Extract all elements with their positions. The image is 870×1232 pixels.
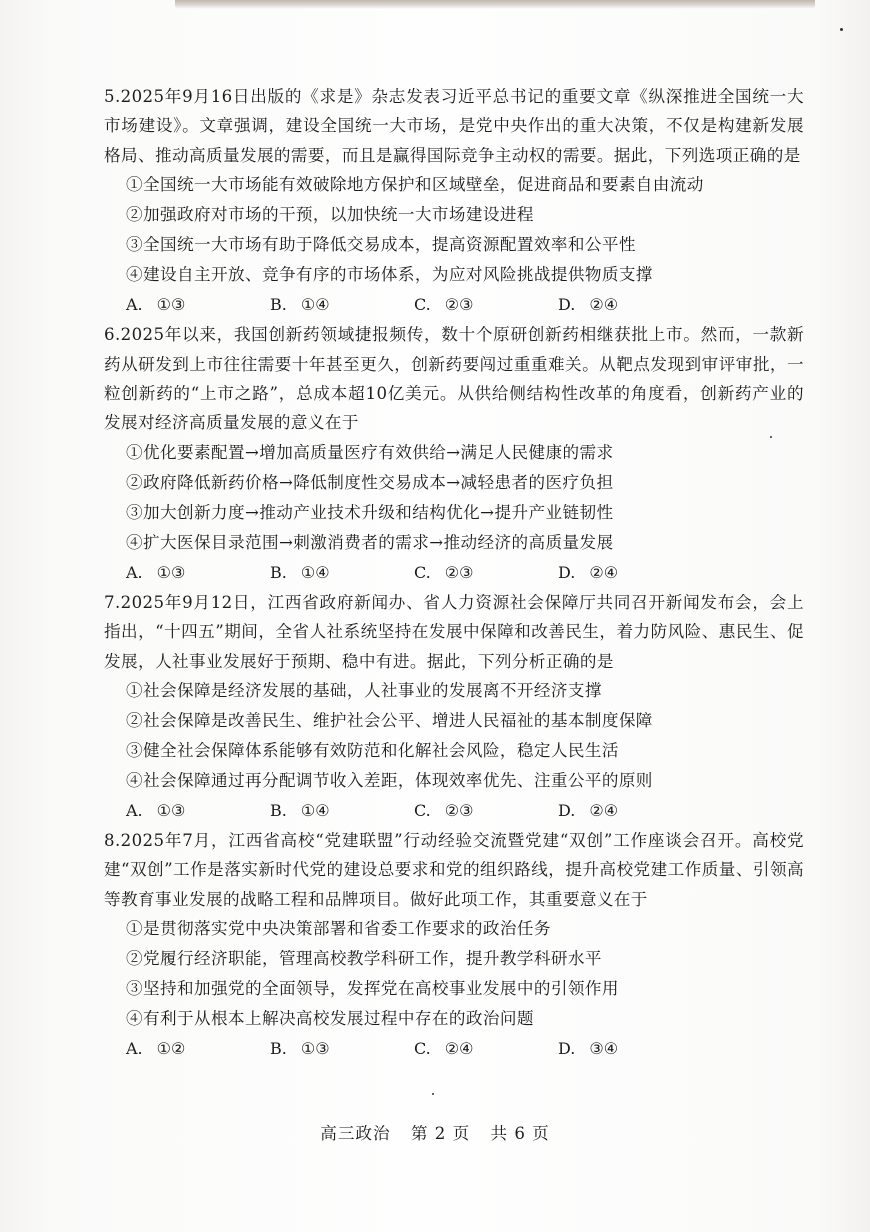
statement-4: ④建设自主开放、竞争有序的市场体系，为应对风险挑战提供物质支撑 [126,265,653,285]
statement-3: ③坚持和加强党的全面领导，发挥党在高校事业发展中的引领作用 [126,979,619,999]
paper-top-edge [175,0,815,9]
choice-d: D. ②④ [558,801,619,821]
statement-2: ②政府降低新药价格→降低制度性交易成本→减轻患者的医疗负担 [126,472,614,492]
choice-d: D. ②④ [558,562,619,582]
answer-choices [104,290,804,320]
statement-2: ②加强政府对市场的干预，以加快统一大市场建设进程 [126,205,534,225]
answer-choices [104,1034,804,1064]
statement-1: ①优化要素配置→增加高质量医疗有效供给→满足人民健康的需求 [126,442,614,462]
choice-b: B. ①③ [270,1039,330,1059]
choice-a: A. ①③ [126,801,186,821]
answer-choices [104,796,804,826]
choice-d: D. ②④ [558,295,619,315]
statement-4: ④有利于从根本上解决高校发展过程中存在的政治问题 [126,1009,534,1029]
statement-4: ④社会保障通过再分配调节收入差距，体现效率优先、注重公平的原则 [126,771,653,791]
statement-3: ③健全社会保障体系能够有效防范和化解社会风险，稳定人民生活 [126,741,619,761]
choice-a: A. ①② [126,1039,186,1059]
choice-c: C. ②③ [414,295,474,315]
question-list [104,82,804,1064]
scan-speck [432,1093,434,1095]
footer-page-number: 第 2 页 [410,1124,471,1143]
question-stem: 5.2025年9月16日出版的《求是》杂志发表习近平总书记的重要文章《纵深推进全国统一大市场建设》。文章强调，建设全国统一大市场，是党中央作出的重大决策，不仅是构建新发展格局、推动高质量发展的需要，而且是赢得国际竞争主动权的需要。据此，下列选项正确的是 [104,87,804,165]
choice-c: C. ②③ [414,801,474,821]
choice-a: A. ①③ [126,295,186,315]
statement-3: ③加大创新力度→推动产业技术升级和结构优化→提升产业链韧性 [126,502,614,522]
statement-4: ④扩大医保目录范围→刺激消费者的需求→推动经济的高质量发展 [126,532,614,552]
choice-c: C. ②④ [414,1039,474,1059]
choice-b: B. ①④ [270,295,330,315]
choice-b: B. ①④ [270,801,330,821]
statement-3: ③全国统一大市场有助于降低交易成本，提高资源配置效率和公平性 [126,235,636,255]
question-stem: 7.2025年9月12日，江西省政府新闻办、省人力资源社会保障厅共同召开新闻发布会，会上指出，“十四五”期间，全省人社系统坚持在发展中保障和改善民生，着力防风险、惠民生、促发展，人社事业发展好于预期、稳中有进。据此，下列分析正确的是 [104,592,804,671]
statement-2: ②社会保障是改善民生、维护社会公平、增进人民福祉的基本制度保障 [126,711,653,731]
footer-subject: 高三政治 [320,1124,391,1143]
choice-c: C. ②③ [414,562,474,582]
statement-1: ①是贯彻落实党中央决策部署和省委工作要求的政治任务 [126,919,551,939]
statement-1: ①社会保障是经济发展的基础，人社事业的发展离不开经济支撑 [126,681,602,701]
question-stem: 6.2025年以来，我国创新药领域捷报频传，数十个原研创新药相继获批上市。然而，一款新药从研发到上市往往需要十年甚至更久，创新药要闯过重重难关。从靶点发现到审评审批，一粒创新药的“上市之路”，总成本超10亿美元。从供给侧结构性改革的角度看，创新药产业的发展对经济高质量发展的意义在于 [104,325,804,433]
choice-a: A. ①③ [126,562,186,582]
answer-choices [104,558,804,588]
footer-total-pages: 共 6 页 [490,1124,550,1143]
question-6 [104,320,804,588]
question-7 [104,588,804,826]
choice-d: D. ③④ [558,1039,619,1059]
statement-1: ①全国统一大市场能有效破除地方保护和区域壁垒，促进商品和要素自由流动 [126,175,704,195]
choice-b: B. ①④ [270,562,330,582]
page-footer [0,1120,870,1144]
question-5 [104,82,804,320]
question-8 [104,826,804,1064]
scan-speck [840,28,843,31]
statement-2: ②党履行经济职能，管理高校教学科研工作，提升教学科研水平 [126,949,602,969]
question-stem: 8.2025年7月，江西省高校“党建联盟”行动经验交流暨党建“双创”工作座谈会召开。高校党建“双创”工作是落实新时代党的建设总要求和党的组织路线，提升高校党建工作质量、引领高等教育事业发展的战略工程和品牌项目。做好此项工作，其重要意义在于 [104,831,804,909]
